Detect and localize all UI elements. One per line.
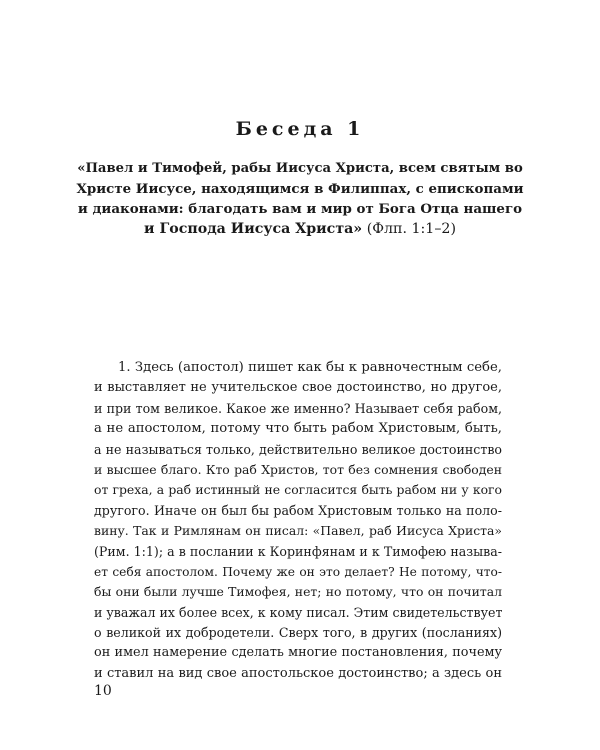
text-line: он имел намерение сделать многие постановления, почему bbox=[94, 645, 502, 661]
epigraph-line: Христе Иисусе, находящимся в Филиппах, с епископами bbox=[76, 181, 524, 197]
chapter-heading: Беседа 1 bbox=[235, 118, 365, 140]
text-line: и выставляет не учительское свое достоинство, но другое, bbox=[94, 380, 502, 396]
text-line: и ставил на вид свое апостольское достоинство; а здесь он bbox=[94, 665, 502, 681]
body-text bbox=[94, 358, 502, 684]
text-line: (Рим. 1:1); а в послании к Коринфянам и к Тимофею называ- bbox=[94, 543, 502, 559]
text-line: другого. Иначе он был бы рабом Христовым только на поло- bbox=[94, 502, 502, 518]
epigraph-line: и диаконами: благодать вам и мир от Бога Отца нашего bbox=[77, 201, 523, 217]
text-line: ет себя апостолом. Почему же он это делает? Не потому, что- bbox=[94, 564, 502, 579]
epigraph bbox=[75, 159, 525, 239]
epigraph-line: «Павел и Тимофей, рабы Иисуса Христа, всем святым во bbox=[77, 161, 523, 176]
text-line: бы они были лучше Тимофея, нет; но потому, что он почитал bbox=[94, 584, 502, 600]
epigraph-last-line bbox=[75, 219, 525, 239]
text-line: вину. Так и Римлянам он писал: «Павел, раб Иисуса Христа» bbox=[94, 523, 502, 539]
text-line: 1. Здесь (апостол) пишет как бы к равночестным себе, bbox=[118, 360, 502, 375]
text-line: а не апостолом, потому что быть рабом Христовым, быть, bbox=[94, 421, 502, 437]
scripture-reference: (Флп. 1:1–2) bbox=[366, 221, 456, 237]
text-line: и высшее благо. Кто раб Христов, тот без сомнения свободен bbox=[94, 461, 502, 477]
page-number: 10 bbox=[94, 683, 112, 699]
text-line: и при том великое. Какое же именно? Называет себя рабом, bbox=[94, 400, 502, 416]
text-line: о великой их добродетели. Сверх того, в других (посланиях) bbox=[94, 625, 502, 641]
epigraph-line: и Господа Иисуса Христа» bbox=[144, 221, 363, 237]
text-line: от греха, а раб истинный не согласится быть рабом ни у кого bbox=[94, 482, 502, 498]
text-line: и уважал их более всех, к кому писал. Этим свидетельствует bbox=[94, 604, 503, 620]
text-line: а не называться только, действительно великое достоинство bbox=[94, 441, 502, 457]
